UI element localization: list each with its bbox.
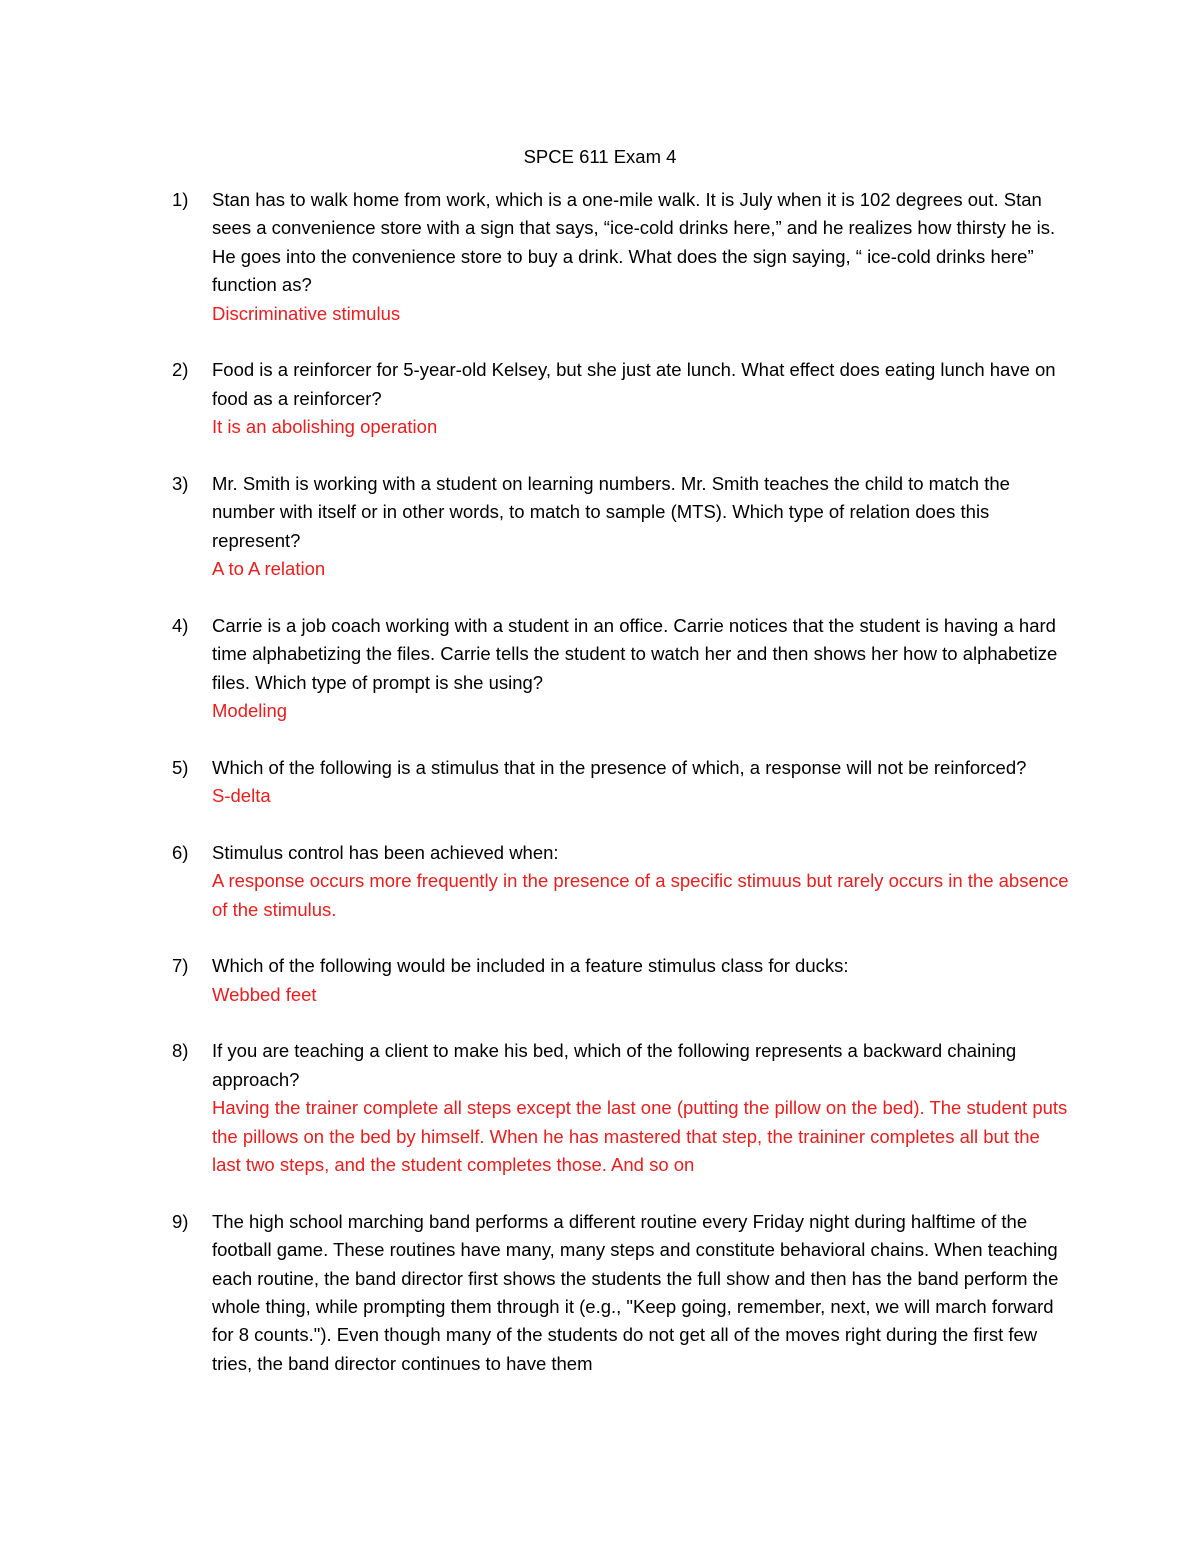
question-number: 5) xyxy=(172,756,189,778)
question-item-3 xyxy=(172,470,1072,584)
question-item-2 xyxy=(172,356,1072,441)
question-text: Food is a reinforcer for 5-year-old Kelsey, but she just ate lunch. What effect does eating lunch have on food as a reinforcer? xyxy=(212,359,1056,409)
question-text: If you are teaching a client to make his bed, which of the following represents a backward chaining approach? xyxy=(212,1040,1017,1090)
answer-text: It is an abolishing operation xyxy=(212,416,438,438)
question-number: 2) xyxy=(172,359,189,381)
question-text: Mr. Smith is working with a student on learning numbers. Mr. Smith teaches the child to match the number with itself or in other words, to match to sample (MTS). Which type of relation does this represent? xyxy=(212,472,1010,551)
question-text: Which of the following would be included in a feature stimulus class for ducks: xyxy=(212,955,849,977)
question-item-1 xyxy=(172,186,1072,328)
answer-text: A to A relation xyxy=(212,558,326,580)
question-text: Stan has to walk home from work, which is a one-mile walk. It is July when it is 102 degrees out. Stan sees a convenience store with a sign that says, “ice-cold drinks here,” and he realizes how thirsty he is. He goes into the convenience store to buy a drink. What does the sign saying, “ ice-cold drinks here” function as? xyxy=(212,189,1056,296)
question-text: Which of the following is a stimulus that in the presence of which, a response will not be reinforced? xyxy=(212,756,1027,778)
question-item-6 xyxy=(172,839,1072,924)
question-list xyxy=(172,186,1072,1406)
question-text: Carrie is a job coach working with a student in an office. Carrie notices that the student is having a hard time alphabetizing the files. Carrie tells the student to watch her and then shows her how to alphabetize files. Which type of prompt is she using? xyxy=(212,614,1058,693)
question-number: 4) xyxy=(172,614,189,636)
question-text: Stimulus control has been achieved when: xyxy=(212,841,559,863)
question-text: The high school marching band performs a different routine every Friday night during halftime of the football game. These routines have many, many steps and constitute behavioral chains. When teaching each routine, the band director first shows the students the full show and then has the band perform the whole thing, while prompting them through it (e.g., "Keep going, remember, next, we will march forward for 8 counts."). Even though many of the students do not get all of the moves right during the first few tries, the band director continues to have them xyxy=(212,1210,1059,1374)
question-number: 7) xyxy=(172,955,189,977)
question-item-9 xyxy=(172,1208,1072,1378)
question-number: 3) xyxy=(172,472,189,494)
answer-text: Having the trainer complete all steps except the last one (putting the pillow on the bed). The student puts the pillows on the bed by himself. When he has mastered that step, the traininer completes all but the last two steps, and the student completes those. And so on xyxy=(212,1097,1068,1176)
question-item-4 xyxy=(172,612,1072,726)
question-item-8 xyxy=(172,1037,1072,1179)
exam-title: SPCE 611 Exam 4 xyxy=(523,146,677,167)
question-number: 8) xyxy=(172,1040,189,1062)
answer-text: Webbed feet xyxy=(212,983,317,1005)
answer-text: Discriminative stimulus xyxy=(212,302,401,324)
question-number: 9) xyxy=(172,1210,189,1232)
answer-text: S-delta xyxy=(212,785,271,807)
question-number: 1) xyxy=(172,189,189,210)
question-number: 6) xyxy=(172,841,189,863)
question-item-5 xyxy=(172,754,1072,811)
answer-text: Modeling xyxy=(212,699,288,721)
answer-text: A response occurs more frequently in the presence of a specific stimuus but rarely occurs in the absence of the stimulus. xyxy=(212,870,1069,920)
question-item-7 xyxy=(172,952,1072,1009)
